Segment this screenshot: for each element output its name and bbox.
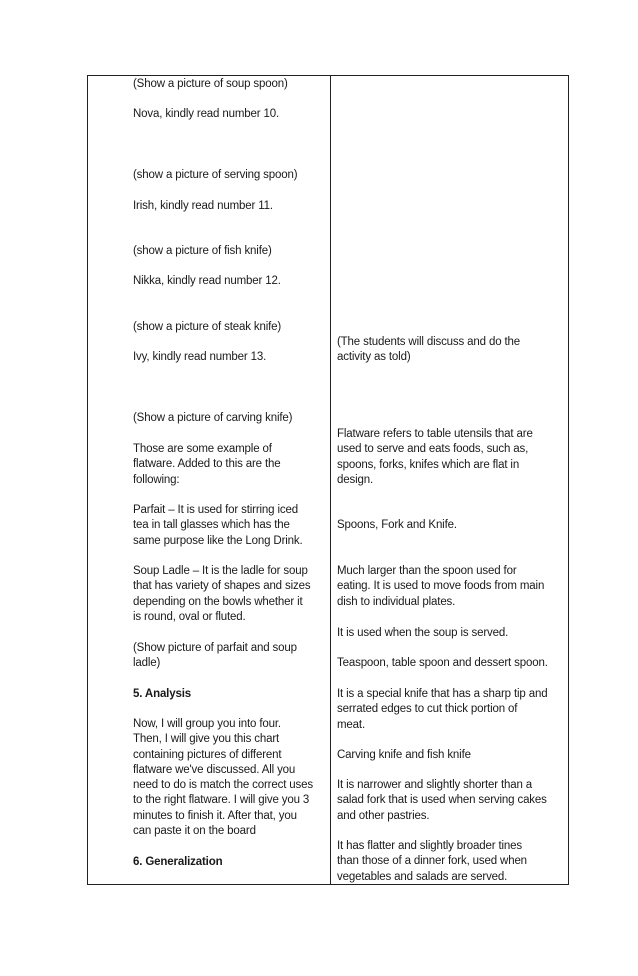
left-paragraph xyxy=(133,199,273,214)
text-line: Teaspoon, table spoon and dessert spoon. xyxy=(337,657,548,669)
text-line: need to do is match the correct uses xyxy=(133,779,313,792)
text-line: can paste it on the board xyxy=(133,825,256,838)
text-line: following: xyxy=(133,473,180,486)
text-line: that has variety of shapes and sizes xyxy=(133,580,311,593)
left-paragraph xyxy=(133,411,292,426)
text-line: dish to individual plates. xyxy=(337,595,456,608)
text-line: activity as told) xyxy=(337,351,411,364)
text-line: is round, oval or fluted. xyxy=(133,610,246,623)
text-line: (show a picture of fish knife) xyxy=(133,245,272,257)
text-line: same purpose like the Long Drink. xyxy=(133,534,303,547)
text-line: serrated edges to cut thick portion of xyxy=(337,703,518,716)
text-line: Spoons, Fork and Knife. xyxy=(337,519,457,531)
text-line: vegetables and salads are served. xyxy=(337,870,508,883)
text-line: Soup Ladle – It is the ladle for soup xyxy=(133,565,308,577)
text-line: minutes to finish it. After that, you xyxy=(133,809,297,822)
text-line: spoons, forks, knifes which are flat in xyxy=(337,458,520,471)
text-line: than those of a dinner fork, used when xyxy=(337,855,527,868)
text-line: (show a picture of serving spoon) xyxy=(133,169,298,181)
text-line: flatware we've discussed. All you xyxy=(133,763,296,776)
text-line: It has flatter and slightly broader tines xyxy=(337,840,522,852)
left-paragraph xyxy=(133,717,313,839)
text-line: (show a picture of steak knife) xyxy=(133,321,282,333)
right-paragraph xyxy=(337,427,533,488)
text-line: ladle) xyxy=(133,657,161,670)
right-paragraph xyxy=(337,564,544,610)
text-line: Those are some example of xyxy=(133,443,272,455)
left-paragraph xyxy=(133,350,266,365)
right-paragraph xyxy=(337,656,548,671)
text-line: (Show a picture of soup spoon) xyxy=(133,78,288,90)
text-line: Flatware refers to table utensils that are xyxy=(337,428,533,440)
section-heading-analysis xyxy=(133,687,191,702)
right-paragraph xyxy=(337,687,547,733)
text-line: Irish, kindly read number 11. xyxy=(133,200,273,212)
left-paragraph xyxy=(133,503,303,549)
left-paragraph xyxy=(133,168,297,183)
left-paragraph xyxy=(133,274,281,289)
text-line: 5. Analysis xyxy=(133,688,192,700)
text-line: containing pictures of different xyxy=(133,748,282,761)
text-line: Carving knife and fish knife xyxy=(337,749,471,761)
left-paragraph xyxy=(133,244,272,259)
text-line: flatware. Added to this are the xyxy=(133,458,281,471)
left-paragraph xyxy=(133,107,279,122)
left-paragraph xyxy=(133,641,297,672)
text-line: meat. xyxy=(337,718,366,731)
text-line: depending on the bowls whether it xyxy=(133,595,303,608)
right-paragraph xyxy=(337,626,508,641)
text-line: Ivy, kindly read number 13. xyxy=(133,351,267,363)
text-line: It is narrower and slightly shorter than a xyxy=(337,779,533,791)
right-paragraph xyxy=(337,518,457,533)
text-line: Nikka, kindly read number 12. xyxy=(133,275,281,287)
left-paragraph xyxy=(133,442,281,488)
text-line: (The students will discuss and do the xyxy=(337,336,521,348)
text-line: used to serve and eats foods, such as, xyxy=(337,443,529,456)
left-paragraph xyxy=(133,77,288,92)
text-line: and other pastries. xyxy=(337,809,430,822)
right-paragraph xyxy=(337,839,527,885)
right-paragraph xyxy=(337,335,520,366)
text-line: It is used when the soup is served. xyxy=(337,627,509,639)
text-line: Much larger than the spoon used for xyxy=(337,565,517,577)
text-line: design. xyxy=(337,473,374,486)
text-line: eating. It is used to move foods from main xyxy=(337,580,545,593)
text-line: (Show a picture of carving knife) xyxy=(133,412,293,424)
right-paragraph xyxy=(337,778,547,824)
column-divider xyxy=(330,75,331,885)
left-paragraph xyxy=(133,320,281,335)
text-line: Then, I will give you this chart xyxy=(133,733,280,746)
text-line: Nova, kindly read number 10. xyxy=(133,108,280,120)
text-line: Parfait – It is used for stirring iced xyxy=(133,504,298,516)
text-line: (Show picture of parfait and soup xyxy=(133,642,297,654)
text-line: tea in tall glasses which has the xyxy=(133,519,290,532)
text-line: salad fork that is used when serving cakes xyxy=(337,794,547,807)
section-heading-generalization xyxy=(133,855,222,870)
text-line: It is a special knife that has a sharp tip and xyxy=(337,688,548,700)
right-paragraph xyxy=(337,748,471,763)
text-line: 6. Generalization xyxy=(133,856,223,868)
text-line: Now, I will group you into four. xyxy=(133,718,281,730)
text-line: to the right flatware. I will give you 3 xyxy=(133,794,310,807)
left-paragraph xyxy=(133,564,310,625)
